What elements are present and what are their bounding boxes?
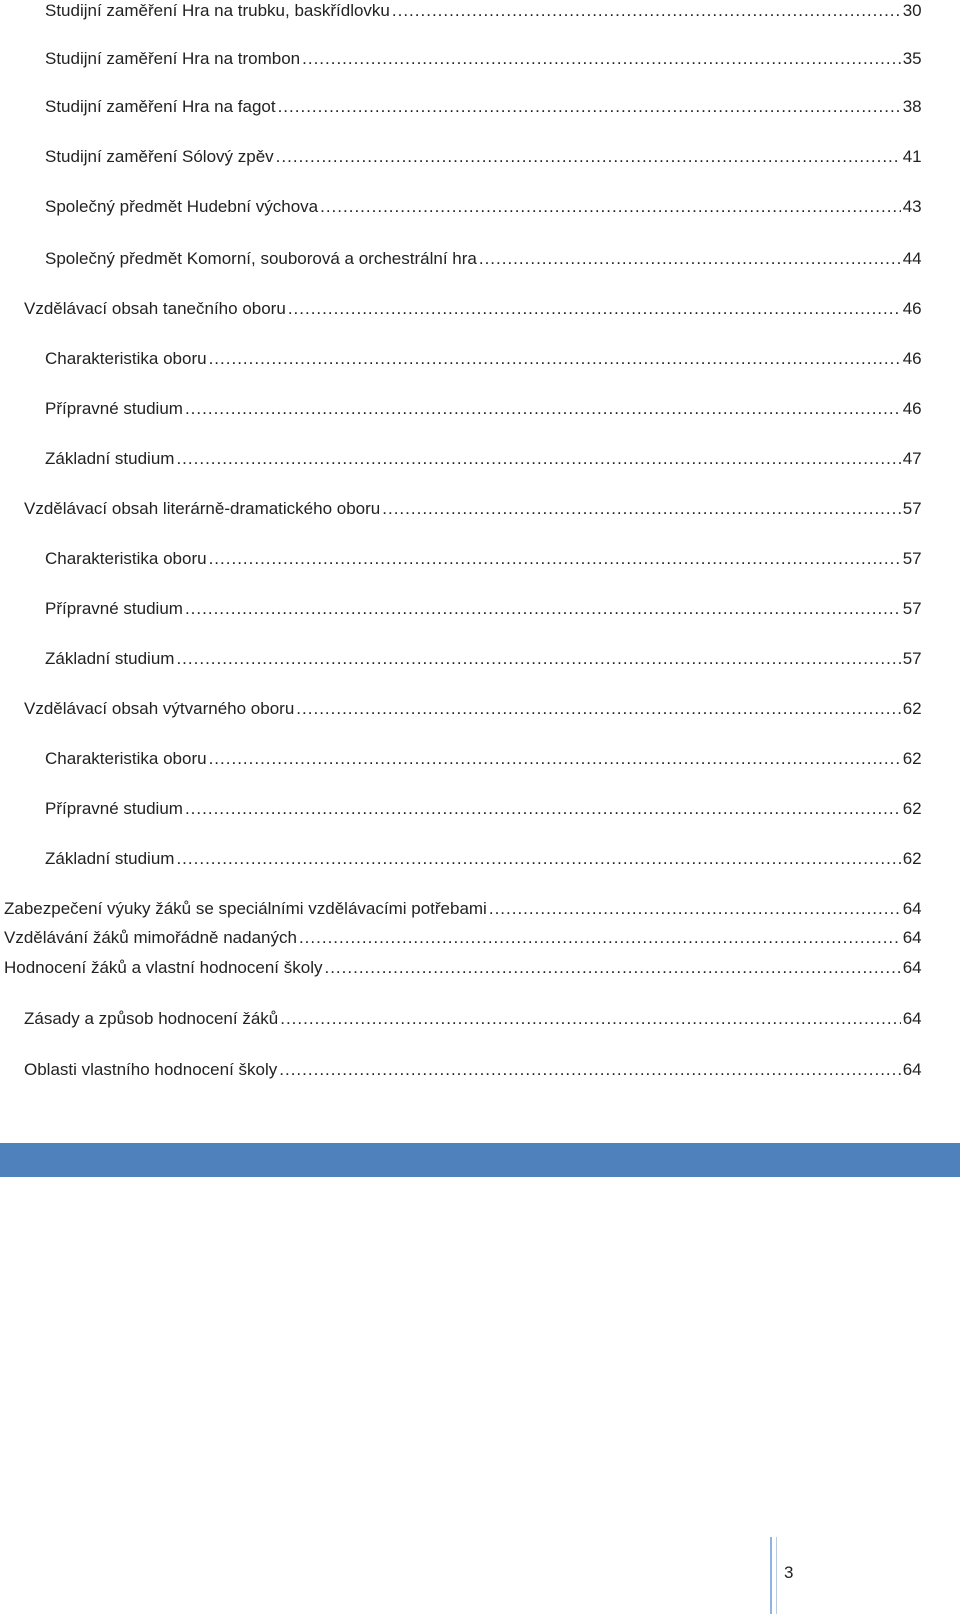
toc-entry-page: 62 xyxy=(902,849,922,868)
toc-entry-label: Základní studium xyxy=(45,449,175,468)
toc-entry-page: 57 xyxy=(902,599,922,618)
toc-entry-label: Přípravné studium xyxy=(45,599,183,618)
toc-entry[interactable] xyxy=(45,798,922,820)
toc-leader-dots xyxy=(209,748,901,770)
toc-entry[interactable] xyxy=(45,598,922,620)
toc-entry-page: 57 xyxy=(902,649,922,668)
toc-entry-label: Charakteristika oboru xyxy=(45,749,207,768)
toc-entry[interactable] xyxy=(4,957,922,979)
footer-divider xyxy=(770,1537,777,1614)
toc-entry[interactable] xyxy=(45,548,922,570)
toc-entry-page: 62 xyxy=(902,749,922,768)
toc-entry-label: Hodnocení žáků a vlastní hodnocení školy xyxy=(4,958,323,977)
toc-leader-dots xyxy=(479,248,901,270)
toc-entry-label: Přípravné studium xyxy=(45,399,183,418)
toc-leader-dots xyxy=(176,848,900,870)
toc-entry[interactable] xyxy=(45,248,922,270)
page-number: 3 xyxy=(784,1563,794,1582)
toc-entry-label: Oblasti vlastního hodnocení školy xyxy=(24,1060,278,1079)
toc-entry-label: Charakteristika oboru xyxy=(45,549,207,568)
toc-entry-label: Základní studium xyxy=(45,849,175,868)
toc-entry[interactable] xyxy=(45,348,922,370)
toc-entry[interactable] xyxy=(45,48,922,70)
toc-leader-dots xyxy=(209,348,901,370)
toc-entry[interactable] xyxy=(45,748,922,770)
toc-entry-page: 30 xyxy=(902,1,922,20)
toc-entry-page: 64 xyxy=(902,899,922,918)
toc-entry[interactable] xyxy=(4,898,922,920)
toc-entry-page: 47 xyxy=(902,449,922,468)
toc-entry-page: 64 xyxy=(902,1009,922,1028)
toc-leader-dots xyxy=(185,598,901,620)
toc-leader-dots xyxy=(392,0,901,22)
toc-entry[interactable] xyxy=(4,927,922,949)
toc-entry[interactable] xyxy=(45,196,922,218)
toc-entry-label: Studijní zaměření Hra na fagot xyxy=(45,97,276,116)
toc-entry-page: 41 xyxy=(902,147,922,166)
toc-leader-dots xyxy=(276,146,901,168)
toc-entry-label: Studijní zaměření Hra na trombon xyxy=(45,49,301,68)
toc-leader-dots xyxy=(382,498,900,520)
toc-leader-dots xyxy=(302,48,901,70)
toc-entry-page: 46 xyxy=(902,349,922,368)
toc-entry[interactable] xyxy=(45,146,922,168)
toc-entry-page: 64 xyxy=(902,928,922,947)
toc-leader-dots xyxy=(176,448,900,470)
toc-entry[interactable] xyxy=(45,398,922,420)
toc-leader-dots xyxy=(185,398,901,420)
toc-entry-page: 44 xyxy=(902,249,922,268)
toc-entry-label: Zásady a způsob hodnocení žáků xyxy=(24,1009,279,1028)
toc-entry-label: Studijní zaměření Sólový zpěv xyxy=(45,147,274,166)
toc-leader-dots xyxy=(288,298,901,320)
section-divider-band xyxy=(0,1143,960,1177)
toc-entry-page: 57 xyxy=(902,549,922,568)
toc-entry-page: 35 xyxy=(902,49,922,68)
toc-entry-page: 64 xyxy=(902,958,922,977)
toc-leader-dots xyxy=(320,196,901,218)
toc-leader-dots xyxy=(280,1008,900,1030)
toc-entry-page: 46 xyxy=(902,299,922,318)
toc-leader-dots xyxy=(278,96,901,118)
toc-entry-page: 38 xyxy=(902,97,922,116)
toc-entry[interactable] xyxy=(45,648,922,670)
toc-entry[interactable] xyxy=(45,848,922,870)
toc-entry-label: Studijní zaměření Hra na trubku, baskřídlovku xyxy=(45,1,390,20)
toc-entry-label: Vzdělávání žáků mimořádně nadaných xyxy=(4,928,297,947)
toc-entry[interactable] xyxy=(24,698,922,720)
toc-entry-label: Společný předmět Hudební výchova xyxy=(45,197,319,216)
toc-entry-label: Vzdělávací obsah literárně-dramatického oboru xyxy=(24,499,381,518)
toc-entry-page: 43 xyxy=(902,197,922,216)
toc-leader-dots xyxy=(209,548,901,570)
toc-entry[interactable] xyxy=(45,448,922,470)
toc-entry-label: Zabezpečení výuky žáků se speciálními vzdělávacími potřebami xyxy=(4,899,487,918)
toc-entry[interactable] xyxy=(45,96,922,118)
toc-entry[interactable] xyxy=(24,498,922,520)
toc-entry-label: Vzdělávací obsah výtvarného oboru xyxy=(24,699,295,718)
toc-entry-label: Přípravné studium xyxy=(45,799,183,818)
toc-leader-dots xyxy=(176,648,900,670)
toc-entry-label: Vzdělávací obsah tanečního oboru xyxy=(24,299,286,318)
toc-entry[interactable] xyxy=(24,298,922,320)
toc-entry[interactable] xyxy=(24,1059,922,1081)
toc-entry-page: 57 xyxy=(902,499,922,518)
toc-leader-dots xyxy=(489,898,901,920)
toc-entry-page: 62 xyxy=(902,699,922,718)
toc-entry-label: Společný předmět Komorní, souborová a orchestrální hra xyxy=(45,249,477,268)
toc-entry-page: 62 xyxy=(902,799,922,818)
toc-entry-label: Charakteristika oboru xyxy=(45,349,207,368)
toc-entry[interactable] xyxy=(24,1008,922,1030)
toc-entry-label: Základní studium xyxy=(45,649,175,668)
toc-leader-dots xyxy=(185,798,901,820)
toc-leader-dots xyxy=(296,698,900,720)
toc-entry-page: 64 xyxy=(902,1060,922,1079)
toc-entry-page: 46 xyxy=(902,399,922,418)
toc-leader-dots xyxy=(324,957,900,979)
toc-leader-dots xyxy=(279,1059,900,1081)
toc-leader-dots xyxy=(299,927,901,949)
toc-entry[interactable] xyxy=(45,0,922,22)
